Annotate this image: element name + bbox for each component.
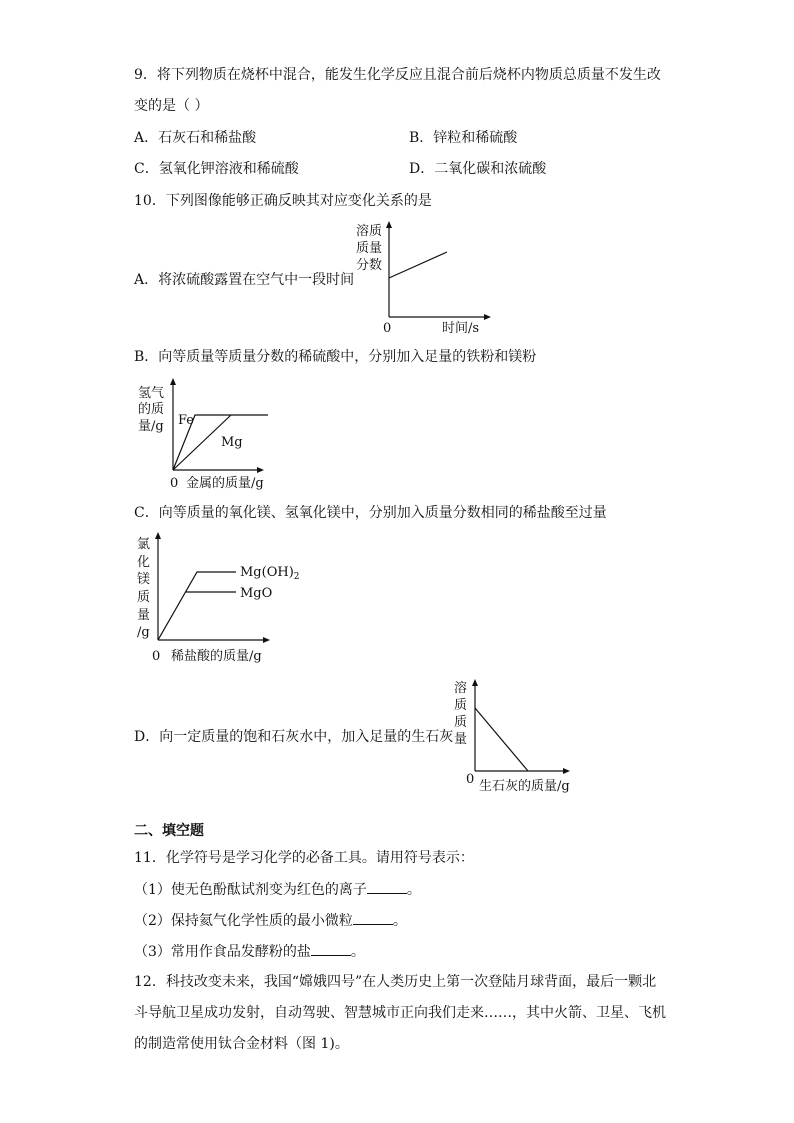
q11-item-1: （1）使无色酚酞试剂变为红色的离子 。 [134, 882, 421, 898]
q10-graph-b [133, 375, 278, 495]
graph-c-ylabel-3: 镁 [137, 572, 151, 587]
graph-c-ylabel-6: /g [137, 625, 150, 640]
section-title-fill-in: 二、填空题 [134, 823, 204, 839]
graph-c-ylabel-4: 质 [137, 590, 151, 605]
graph-c-ylabel-5: 量 [137, 608, 151, 623]
graph-b-ylabel-1: 氢气 [138, 386, 165, 401]
q10-option-c-text: C．向等质量的氧化镁、氢氧化镁中，分别加入质量分数相同的稀盐酸至过量 [134, 505, 607, 521]
graph-a-ylabel-1: 溶质 [356, 224, 383, 239]
graph-d-ylabel-2: 质 [454, 698, 468, 713]
graph-a-line [389, 252, 447, 278]
graph-d-xlabel: 生石灰的质量/g [479, 779, 570, 794]
q10-option-a-text: A．将浓硫酸露置在空气中一段时间 [134, 272, 355, 288]
q11-item-2: （2）保持氦气化学性质的最小微粒 。 [134, 913, 407, 929]
q12-line-3: 的制造常使用钛合金材料（图 1)。 [134, 1036, 349, 1052]
graph-d-origin: 0 [466, 772, 475, 787]
graph-b-xlabel: 金属的质量/g [186, 476, 264, 491]
graph-d-line [475, 708, 528, 771]
q9-option-a: A．石灰石和稀盐酸 [134, 130, 257, 146]
graph-b-origin: 0 [170, 476, 179, 491]
q10-graph-a [350, 220, 500, 340]
graph-a-xlabel: 时间/s [442, 321, 480, 336]
graph-c-mgoh2-line [158, 572, 236, 640]
graph-b-ylabel-3: 量/g [138, 419, 164, 434]
q10-graph-d [449, 675, 589, 797]
answer-blank[interactable] [311, 942, 351, 956]
graph-c-ylabel-2: 化 [137, 555, 151, 570]
q9-option-d: D．二氧化碳和浓硫酸 [409, 161, 547, 177]
q9-line-2: 变的是（ ） [134, 98, 209, 114]
q10-stem: 10．下列图像能够正确反映其对应变化关系的是 [134, 193, 432, 209]
graph-b-fe-label: Fe [178, 413, 195, 428]
q11-item-3: （3）常用作食品发酵粉的盐 。 [134, 944, 365, 960]
graph-a-origin: 0 [383, 321, 392, 336]
graph-c-mgoh2-label: $Mg(OH)_2$ [240, 565, 300, 582]
q9-option-c: C．氢氧化钾溶液和稀硫酸 [134, 161, 299, 177]
graph-a-ylabel-2: 质量 [356, 241, 383, 256]
answer-blank[interactable] [367, 880, 407, 894]
q9-line-1: 9．将下列物质在烧杯中混合，能发生化学反应且混合前后烧杯内物质总质量不发生改 [134, 67, 661, 83]
graph-c-ylabel-1: 氯 [137, 537, 151, 552]
graph-b-ylabel-2: 的质 [138, 402, 165, 417]
q11-stem: 11．化学符号是学习化学的必备工具。请用符号表示： [134, 850, 474, 866]
graph-a-ylabel-3: 分数 [356, 258, 383, 273]
q12-line-2: 斗导航卫星成功发射，自动驾驶、智慧城市正向我们走来……，其中火箭、卫星、飞机 [134, 1005, 666, 1021]
answer-blank[interactable] [353, 911, 393, 925]
graph-b-mg-label: Mg [221, 435, 243, 450]
q10-option-d-text: D．向一定质量的饱和石灰水中，加入足量的生石灰 [134, 729, 454, 745]
graph-c-mgo-label: MgO [240, 586, 273, 601]
q10-graph-c [133, 530, 308, 670]
graph-c-origin: 0 [152, 649, 161, 664]
graph-d-ylabel-3: 质 [454, 715, 468, 730]
graph-d-ylabel-4: 量 [454, 732, 468, 747]
q12-line-1: 12．科技改变未来，我国“嫦娥四号”在人类历史上第一次登陆月球背面，最后一颗北 [134, 974, 657, 990]
graph-d-ylabel-1: 溶 [454, 681, 468, 696]
q10-option-b-text: B．向等质量等质量分数的稀硫酸中，分别加入足量的铁粉和镁粉 [134, 349, 537, 365]
q9-option-b: B．锌粒和稀硫酸 [409, 130, 518, 146]
graph-c-xlabel: 稀盐酸的质量/g [171, 649, 262, 664]
